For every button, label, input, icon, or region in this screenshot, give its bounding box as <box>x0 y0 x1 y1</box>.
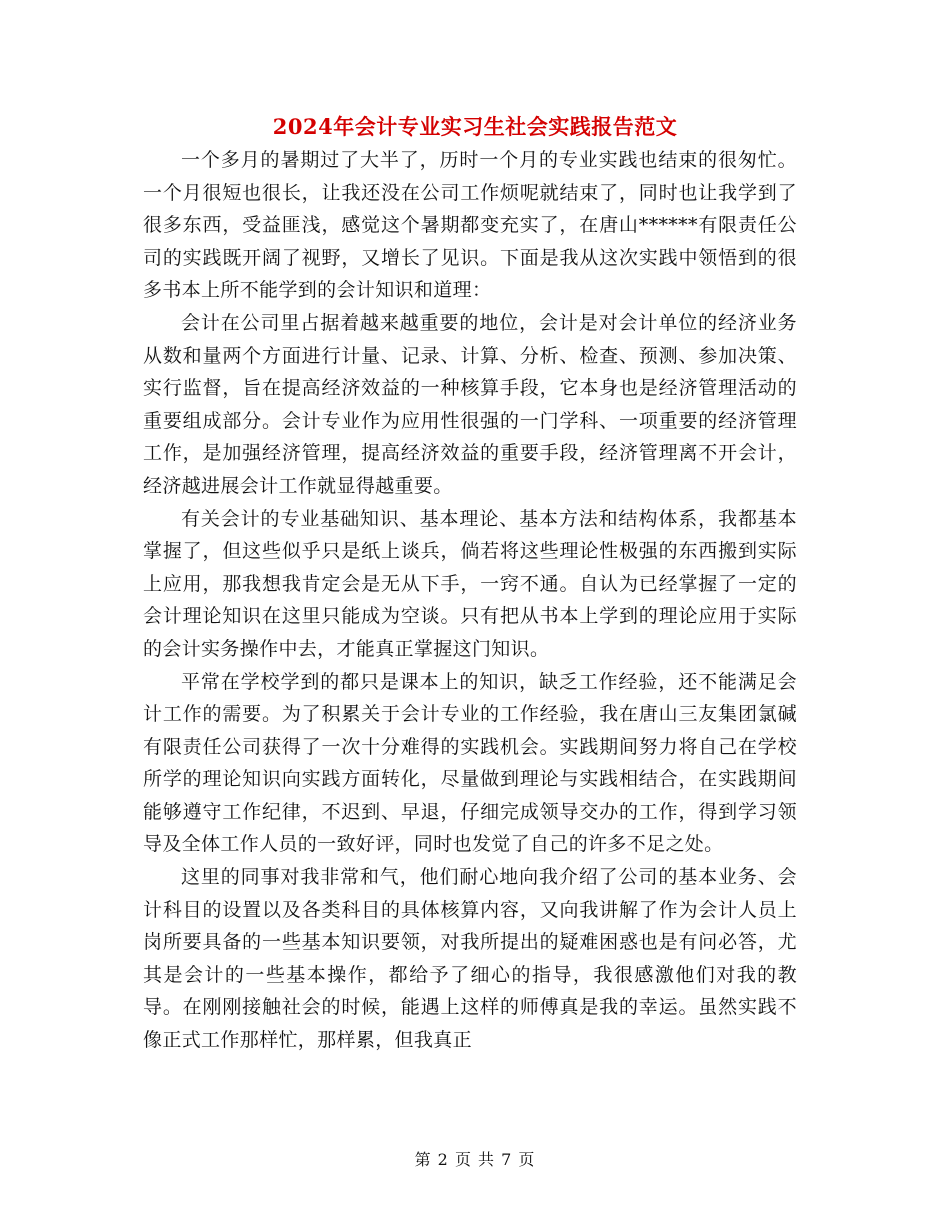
paragraph-4: 平常在学校学到的都只是课本上的知识，缺乏工作经验，还不能满足会计工作的需要。为了积累关于会计专业的工作经验，我在唐山三友集团氯碱有限责任公司获得了一次十分难得的实践机会。实践期间努力将自己在学校所学的理论知识向实践方面转化，尽量做到理论与实践相结合，在实践期间能够遵守工作纪律，不迟到、早退，仔细完成领导交办的工作，得到学习领导及全体工作人员的一致好评，同时也发觉了自己的许多不足之处。 <box>143 670 797 856</box>
paragraph-1: 一个多月的暑期过了大半了，历时一个月的专业实践也结束的很匆忙。一个月很短也很长，让我还没在公司工作烦呢就结束了，同时也让我学到了很多东西，受益匪浅，感觉这个暑期都变充实了，在唐山******有限责任公司的实践既开阔了视野，又增长了见识。下面是我从这次实践中领悟到的很多书本上所不能学到的会计知识和道理： <box>143 149 797 302</box>
document-body <box>143 144 797 1057</box>
page-number-footer: 第 2 页 共 7 页 <box>414 1150 536 1169</box>
document-title: 2024年会计专业实习生社会实践报告范文 <box>272 114 678 139</box>
paragraph-2: 会计在公司里占据着越来越重要的地位，会计是对会计单位的经济业务从数和量两个方面进行计量、记录、计算、分析、检查、预测、参加决策、实行监督，旨在提高经济效益的一种核算手段，它本身也是经济管理活动的重要组成部分。会计专业作为应用性很强的一门学科、一项重要的经济管理工作，是加强经济管理，提高经济效益的重要手段，经济管理离不开会计，经济越进展会计工作就显得越重要。 <box>143 311 797 497</box>
paragraph-3: 有关会计的专业基础知识、基本理论、基本方法和结构体系，我都基本掌握了，但这些似乎只是纸上谈兵，倘若将这些理论性极强的东西搬到实际上应用，那我想我肯定会是无从下手，一窍不通。自认为已经掌握了一定的会计理论知识在这里只能成为空谈。只有把从书本上学到的理论应用于实际的会计实务操作中去，才能真正掌握这门知识。 <box>143 507 797 660</box>
paragraph-5: 这里的同事对我非常和气，他们耐心地向我介绍了公司的基本业务、会计科目的设置以及各类科目的具体核算内容，又向我讲解了作为会计人员上岗所要具备的一些基本知识要领，对我所提出的疑难困惑也是有问必答，尤其是会计的一些基本操作，都给予了细心的指导，我很感激他们对我的教导。在刚刚接触社会的时候，能遇上这样的师傅真是我的幸运。虽然实践不像正式工作那样忙，那样累，但我真正 <box>143 866 797 1052</box>
